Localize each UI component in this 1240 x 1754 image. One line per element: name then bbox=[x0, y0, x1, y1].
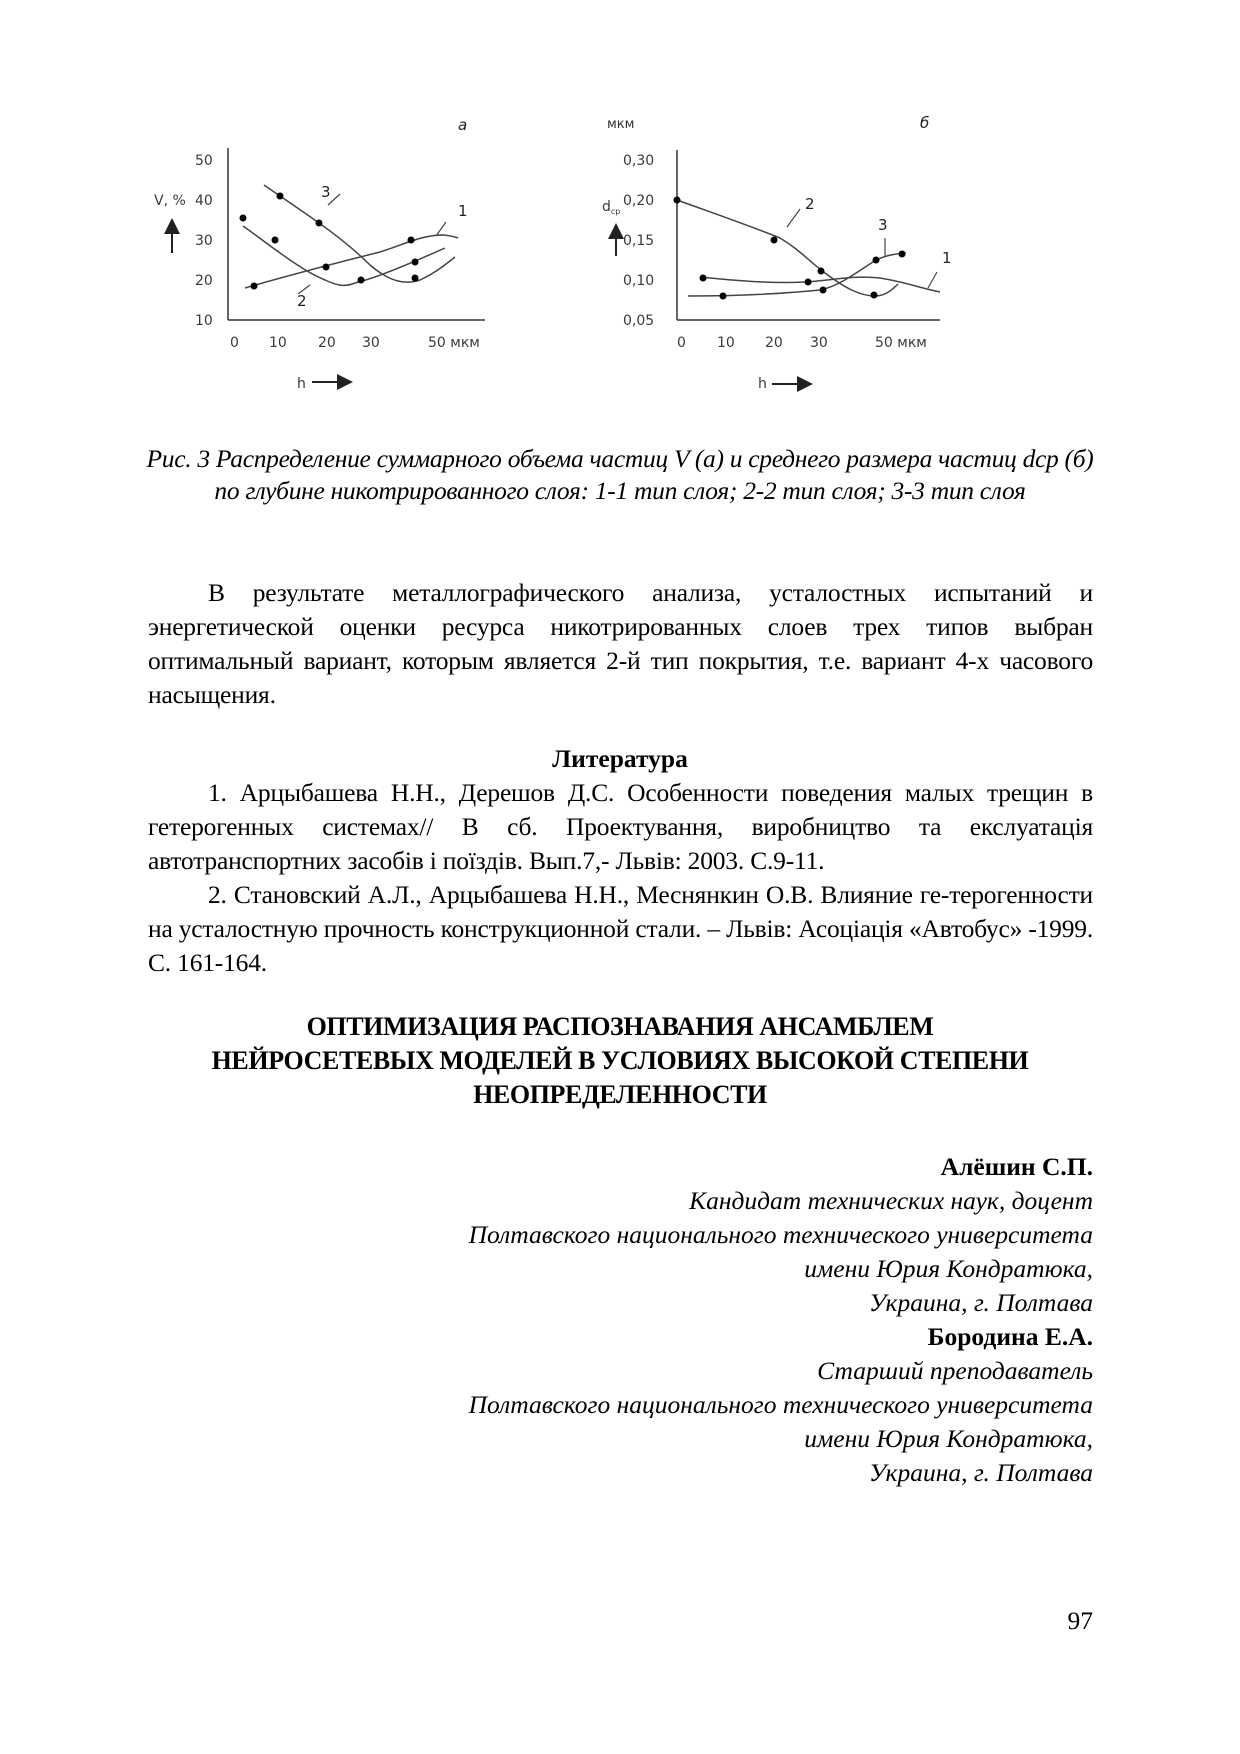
panel-b-unit-top: мкм bbox=[607, 117, 635, 132]
author-affiliation: имени Юрия Кондратюка, bbox=[804, 1424, 1093, 1453]
reference-item: 2. Становский А.Л., Арцыбашева Н.Н., Меснянкин О.В. Влияние ге-терогенности на усталостную прочность конструкционной стали. – Львів: Асоціація «Автобус» -1999. С. 161-164. bbox=[148, 880, 1093, 977]
author-affiliation: Полтавского национального технического университета bbox=[468, 1220, 1093, 1249]
chart-a bbox=[154, 116, 485, 392]
a-ytick-50: 50 bbox=[195, 153, 213, 169]
b-curve-2 bbox=[677, 200, 898, 296]
a-xlabel: h bbox=[297, 376, 306, 392]
b-ytick-010: 0,10 bbox=[623, 273, 655, 289]
title-line: НЕОПРЕДЕЛЕННОСТИ bbox=[473, 1080, 767, 1109]
figure-caption: Рис. 3 Распределение суммарного объема частиц V (а) и среднего размера частиц dcp (б) по глубине никотрированного слоя: 1-1 тип слоя; 2-2 тип слоя; 3-3 тип слоя bbox=[146, 444, 1094, 505]
a-ytick-20: 20 bbox=[195, 273, 213, 289]
author-block bbox=[300, 1150, 1093, 1490]
b-xlabel: h bbox=[758, 376, 767, 392]
a-ylabel: V, % bbox=[154, 193, 186, 209]
b-xtick-50: 50 мкм bbox=[875, 335, 927, 351]
a-xtick-0: 0 bbox=[230, 335, 239, 351]
a-xtick-20: 20 bbox=[318, 335, 336, 351]
b-ytick-015: 0,15 bbox=[623, 233, 655, 249]
b-xtick-30: 30 bbox=[810, 335, 828, 351]
literature-heading: Литература bbox=[552, 744, 688, 773]
title-line: НЕЙРОСЕТЕВЫХ МОДЕЛЕЙ В УСЛОВИЯХ ВЫСОКОЙ СТЕПЕНИ bbox=[211, 1046, 1029, 1075]
author-affiliation: Украина, г. Полтава bbox=[869, 1288, 1093, 1317]
b-ylabel: $d_{ср}$ bbox=[602, 199, 621, 216]
b-curve-label-2: 2 bbox=[805, 195, 815, 213]
reference-item: 1. Арцыбашева Н.Н., Дерешов Д.С. Особенности поведения малых трещин в гетерогенных системах// В сб. Проектування, виробництво та екслуатація автотранспортних засобів і поїздів. Вып.7,- Львів: 2003. С.9-11. bbox=[148, 778, 1093, 875]
author-name: Алёшин С.П. bbox=[940, 1152, 1093, 1181]
b-ytick-030: 0,30 bbox=[623, 153, 655, 169]
a-xtick-50: 50 мкм bbox=[428, 335, 480, 351]
b-xtick-10: 10 bbox=[717, 335, 735, 351]
chart-b bbox=[602, 114, 952, 392]
a-ytick-30: 30 bbox=[195, 233, 213, 249]
a-curve-label-1: 1 bbox=[458, 202, 468, 220]
a-curve-3 bbox=[264, 185, 455, 282]
body-paragraph: В результате металлографического анализа, усталостных испытаний и энергетической оценки ресурса никотрированных слоев трех типов выбран оптимальный вариант, которым является 2-й тип покрытия, т.е. вариант 4-х часового насыщения. bbox=[148, 578, 1093, 709]
a-xtick-10: 10 bbox=[269, 335, 287, 351]
article-title bbox=[140, 1010, 1100, 1112]
b-xtick-0: 0 bbox=[677, 335, 686, 351]
a-curve-label-2: 2 bbox=[297, 292, 307, 310]
a-xtick-30: 30 bbox=[362, 335, 380, 351]
a-curve-1 bbox=[245, 235, 458, 288]
figure-3-charts bbox=[140, 110, 1100, 440]
a-ytick-40: 40 bbox=[195, 193, 213, 209]
a-curve-label-3: 3 bbox=[321, 183, 331, 201]
b-curve-label-3: 3 bbox=[878, 216, 888, 234]
author-affiliation: Полтавского национального технического университета bbox=[468, 1390, 1093, 1419]
page-number: 97 bbox=[1067, 1606, 1093, 1635]
title-line: ОПТИМИЗАЦИЯ РАСПОЗНАВАНИЯ АНСАМБЛЕМ bbox=[306, 1012, 934, 1041]
author-affiliation: имени Юрия Кондратюка, bbox=[804, 1254, 1093, 1283]
author-affiliation: Старший преподаватель bbox=[817, 1356, 1093, 1385]
figure-3 bbox=[140, 110, 1100, 440]
b-curve-label-1: 1 bbox=[942, 249, 952, 267]
b-ytick-020: 0,20 bbox=[623, 193, 655, 209]
author-affiliation: Кандидат технических наук, доцент bbox=[689, 1186, 1093, 1215]
a-ytick-10: 10 bbox=[195, 313, 213, 329]
author-name: Бородина Е.А. bbox=[927, 1322, 1093, 1351]
b-xtick-20: 20 bbox=[765, 335, 783, 351]
author-affiliation: Украина, г. Полтава bbox=[869, 1458, 1093, 1487]
b-ytick-005: 0,05 bbox=[623, 313, 655, 329]
reference-list bbox=[148, 776, 1093, 980]
panel-b-label: б bbox=[920, 114, 930, 132]
panel-a-label: а bbox=[458, 116, 468, 134]
